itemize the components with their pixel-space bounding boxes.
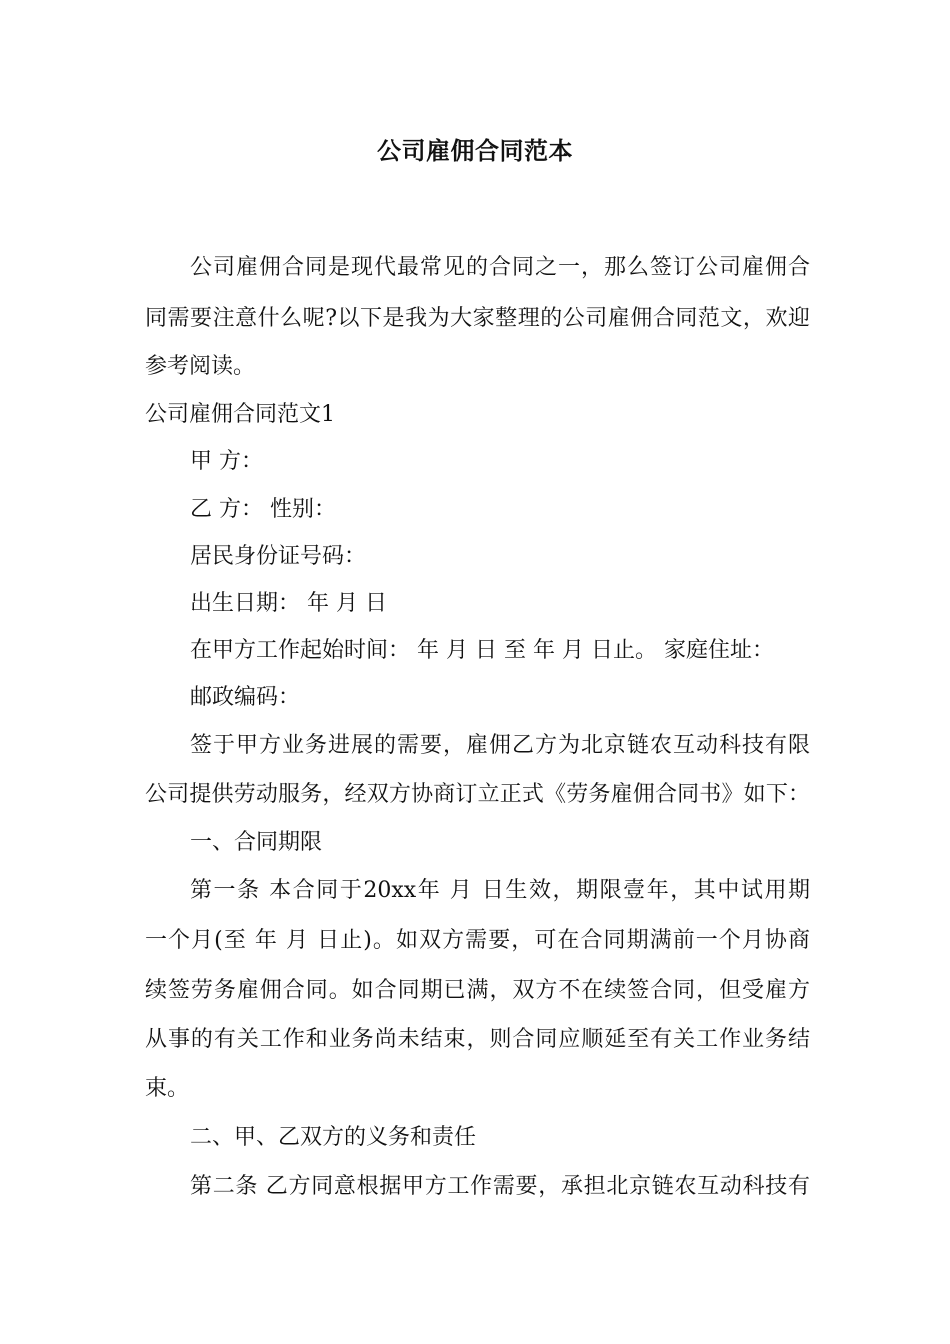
form-field-party-a: 甲 方： bbox=[190, 449, 263, 474]
section-heading: 公司雇佣合同范文1 bbox=[145, 402, 335, 427]
paragraph-line: 签于甲方业务进展的需要，雇佣乙方为北京链农互动科技有限 bbox=[190, 733, 810, 758]
form-field-party-b: 乙 方： 性别： bbox=[190, 497, 336, 522]
paragraph-line: 同需要注意什么呢?以下是我为大家整理的公司雇佣合同范文，欢迎 bbox=[145, 306, 810, 331]
paragraph-line: 第一条 本合同于20xx年 月 日生效，期限壹年，其中试用期 bbox=[190, 878, 810, 903]
paragraph-line: 公司提供劳动服务，经双方协商订立正式《劳务雇佣合同书》如下： bbox=[145, 782, 810, 807]
paragraph-line: 束。 bbox=[145, 1076, 190, 1101]
form-field-birth-date: 出生日期： 年 月 日 bbox=[190, 591, 387, 616]
paragraph-line: 第二条 乙方同意根据甲方工作需要，承担北京链农互动科技有 bbox=[190, 1174, 810, 1199]
clause-heading: 二、甲、乙双方的义务和责任 bbox=[190, 1125, 477, 1150]
paragraph-line: 公司雇佣合同是现代最常见的合同之一，那么签订公司雇佣合 bbox=[190, 255, 810, 280]
document-title: 公司雇佣合同范本 bbox=[377, 137, 573, 165]
paragraph-line: 参考阅读。 bbox=[145, 354, 256, 379]
paragraph-line: 从事的有关工作和业务尚未结束，则合同应顺延至有关工作业务结 bbox=[145, 1027, 810, 1052]
paragraph-line: 一个月(至 年 月 日止)。如双方需要，可在合同期满前一个月协商 bbox=[145, 928, 810, 953]
form-field-postal-code: 邮政编码： bbox=[190, 685, 301, 710]
clause-heading: 一、合同期限 bbox=[190, 830, 323, 855]
form-field-work-period: 在甲方工作起始时间： 年 月 日 至 年 月 日止。 家庭住址： bbox=[190, 638, 774, 663]
form-field-id-number: 居民身份证号码： bbox=[190, 544, 367, 569]
paragraph-line: 续签劳务雇佣合同。如合同期已满，双方不在续签合同，但受雇方 bbox=[145, 978, 810, 1003]
